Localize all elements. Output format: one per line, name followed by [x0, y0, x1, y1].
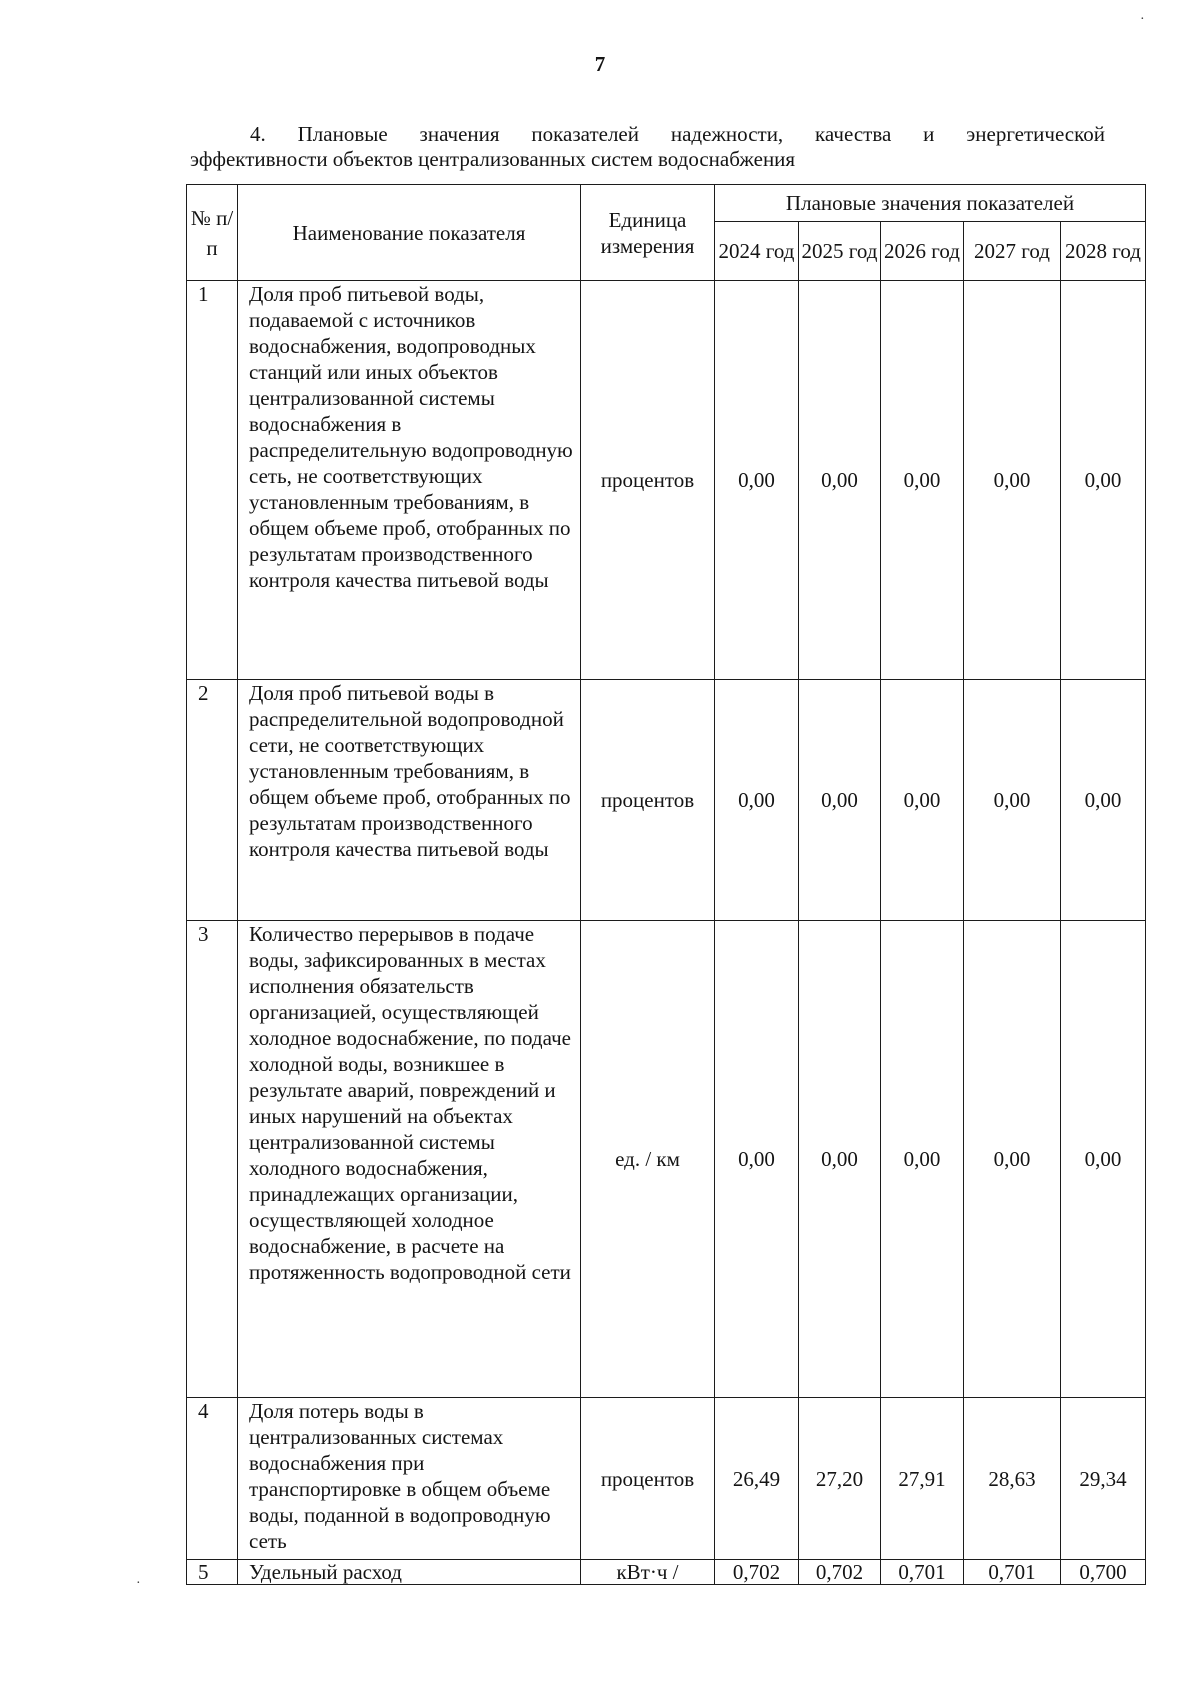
value-cell: 29,34 — [1061, 1398, 1146, 1560]
indicator-name: Доля потерь воды в централизованных системах водоснабжения при транспортировке в общем объеме воды, поданной в водопроводную сеть — [238, 1398, 581, 1560]
section-heading — [190, 122, 1105, 172]
table-row — [187, 1398, 1146, 1560]
row-number: 1 — [187, 281, 238, 680]
header-year: 2028 год — [1061, 222, 1146, 281]
value-cell: 0,701 — [881, 1560, 964, 1585]
indicator-unit: процентов — [581, 1398, 715, 1560]
table-row — [187, 1560, 1146, 1585]
indicator-name: Доля проб питьевой воды, подаваемой с источников водоснабжения, водопроводных станций или иных объектов централизованной системы водоснабжения в распределительную водопроводную сеть, не соответствующих установленным требованиям, в общем объеме проб, отобранных по результатам производственного контроля качества питьевой воды — [238, 281, 581, 680]
row-number: 5 — [187, 1560, 238, 1585]
indicator-name: Доля проб питьевой воды в распределительной водопроводной сети, не соответствующих установленным требованиям, в общем объеме проб, отобранных по результатам производственного контроля качества питьевой воды — [238, 680, 581, 921]
value-cell: 0,00 — [881, 281, 964, 680]
value-cell: 27,91 — [881, 1398, 964, 1560]
section-heading-line-1: 4. Плановые значения показателей надежности, качества и энергетической — [250, 122, 1105, 146]
header-unit: Единица измерения — [581, 185, 715, 281]
indicator-unit: ед. / км — [581, 921, 715, 1398]
header-year: 2026 год — [881, 222, 964, 281]
value-cell: 28,63 — [964, 1398, 1061, 1560]
row-number: 4 — [187, 1398, 238, 1560]
header-planned-values: Плановые значения показателей — [715, 185, 1146, 222]
header-year: 2027 год — [964, 222, 1061, 281]
value-cell: 0,00 — [1061, 921, 1146, 1398]
value-cell: 0,00 — [715, 921, 799, 1398]
header-indicator-name: Наименование показателя — [238, 185, 581, 281]
value-cell: 0,701 — [964, 1560, 1061, 1585]
indicator-name: Удельный расход — [238, 1560, 581, 1585]
table-row — [187, 281, 1146, 680]
value-cell: 0,00 — [799, 281, 881, 680]
scan-speck: · — [1140, 12, 1145, 27]
header-year: 2025 год — [799, 222, 881, 281]
page-number: 7 — [594, 52, 606, 76]
value-cell: 0,00 — [964, 921, 1061, 1398]
row-number: 3 — [187, 921, 238, 1398]
value-cell: 0,00 — [1061, 680, 1146, 921]
value-cell: 0,00 — [881, 921, 964, 1398]
value-cell: 0,00 — [1061, 281, 1146, 680]
table-row — [187, 680, 1146, 921]
value-cell: 27,20 — [799, 1398, 881, 1560]
value-cell: 0,00 — [799, 921, 881, 1398]
header-year: 2024 год — [715, 222, 799, 281]
section-heading-line-2: эффективности объектов централизованных систем водоснабжения — [190, 147, 796, 171]
value-cell: 0,702 — [799, 1560, 881, 1585]
indicator-unit: кВт·ч / — [581, 1560, 715, 1585]
value-cell: 0,00 — [715, 680, 799, 921]
header-number: № п/п — [187, 185, 238, 281]
value-cell: 0,00 — [799, 680, 881, 921]
indicator-unit: процентов — [581, 680, 715, 921]
value-cell: 0,00 — [715, 281, 799, 680]
value-cell: 0,00 — [964, 680, 1061, 921]
value-cell: 0,702 — [715, 1560, 799, 1585]
value-cell: 0,700 — [1061, 1560, 1146, 1585]
table-header-row — [187, 185, 1146, 222]
table-row — [187, 921, 1146, 1398]
value-cell: 26,49 — [715, 1398, 799, 1560]
value-cell: 0,00 — [881, 680, 964, 921]
row-number: 2 — [187, 680, 238, 921]
scan-speck: · — [136, 1576, 141, 1591]
indicator-name: Количество перерывов в подаче воды, зафиксированных в местах исполнения обязательств организацией, осуществляющей холодное водоснабжение, по подаче холодной воды, возникшее в результате аварий, повреждений и иных нарушений на объектах централизованной системы холодного водоснабжения, принадлежащих организации, осуществляющей холодное водоснабжение, в расчете на протяженность водопроводной сети — [238, 921, 581, 1398]
indicators-table — [186, 184, 1146, 1585]
indicator-unit: процентов — [581, 281, 715, 680]
value-cell: 0,00 — [964, 281, 1061, 680]
